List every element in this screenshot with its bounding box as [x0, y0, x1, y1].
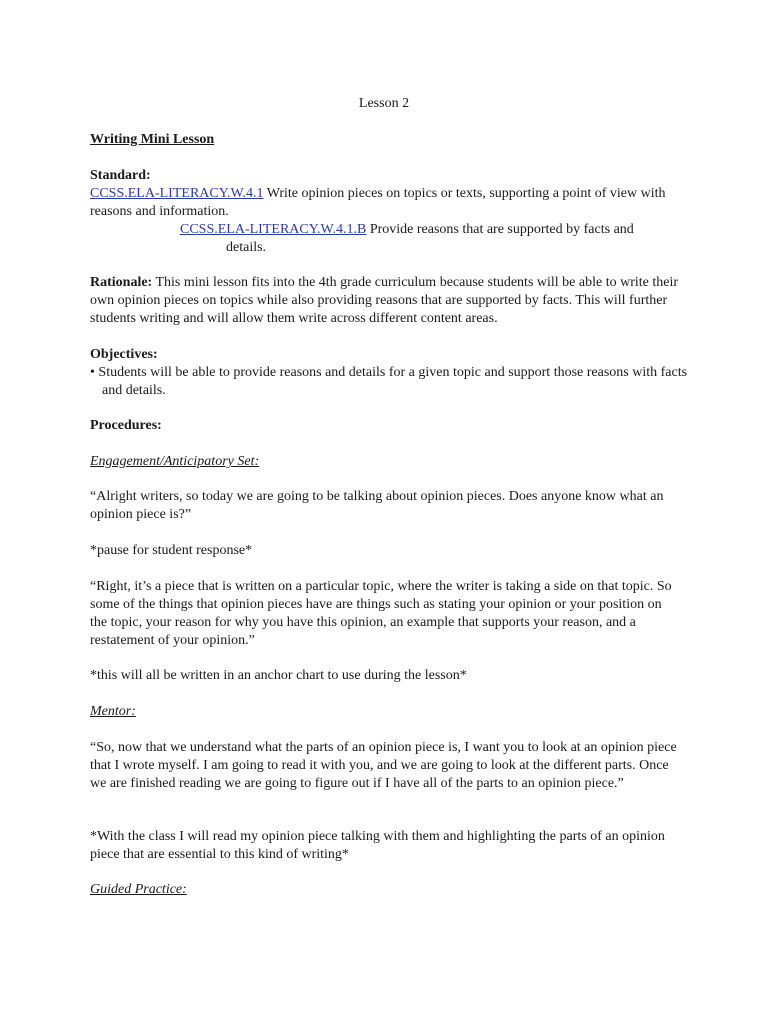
standard-2-text-cont: details.: [226, 240, 267, 255]
engagement-quote-2: “Right, it’s a piece that is written on a particular topic, where the writer is taking a side on that topic. So some of the things that opinion pieces have are things such as stating your opinion or your position on the topic, your reason for why you have this opinion, an example that supports your reason, and a restatement of your opinion.”: [90, 579, 672, 648]
standard-heading: Standard:: [90, 168, 151, 183]
objective-item-1-text: Students will be able to provide reasons and details for a given topic and support those reasons with facts and details.: [98, 365, 688, 398]
lesson-title: Lesson 2: [358, 96, 410, 111]
rationale-label: Rationale:: [90, 275, 153, 290]
objective-item-1: [90, 364, 692, 400]
engagement-quote-1: “Alright writers, so today we are going to be talking about opinion pieces. Does anyone know what an opinion piece is?”: [90, 489, 664, 522]
guided-practice-heading: Guided Practice:: [90, 882, 187, 897]
standard-1-link[interactable]: CCSS.ELA-LITERACY.W.4.1: [90, 186, 264, 201]
mentor-heading: Mentor:: [90, 704, 136, 719]
mentor-quote: “So, now that we understand what the parts of an opinion piece is, I want you to look at an opinion piece that I wrote myself. I am going to read it with you, and we are going to look at the different parts. Once we are finished reading we are going to figure out if I have all of the parts to an opinion piece.”: [90, 740, 677, 791]
standard-2: [180, 221, 680, 257]
bullet-icon: •: [90, 365, 95, 380]
rationale-paragraph: [90, 274, 680, 328]
standard-1-text: Write opinion pieces on topics or texts, supporting a point of view with reasons and information.: [90, 186, 666, 219]
mentor-note: *With the class I will read my opinion piece talking with them and highlighting the parts of an opinion piece that are essential to this kind of writing*: [90, 829, 665, 862]
standard-2-link[interactable]: CCSS.ELA-LITERACY.W.4.1.B: [180, 222, 367, 237]
mini-lesson-heading: Writing Mini Lesson: [90, 132, 215, 147]
engagement-note-1: *pause for student response*: [90, 543, 253, 558]
rationale-text: This mini lesson fits into the 4th grade curriculum because students will be able to write their own opinion pieces on topics while also providing reasons that are supported by facts. This will further students writing and will allow them write across different content areas.: [90, 275, 679, 326]
engagement-note-2: *this will all be written in an anchor chart to use during the lesson*: [90, 668, 467, 683]
standard-2-text: Provide reasons that are supported by facts and: [366, 222, 634, 237]
objectives-heading: Objectives:: [90, 347, 158, 362]
procedures-heading: Procedures:: [90, 418, 162, 433]
engagement-heading: Engagement/Anticipatory Set:: [90, 454, 260, 469]
standard-1: [90, 185, 680, 221]
